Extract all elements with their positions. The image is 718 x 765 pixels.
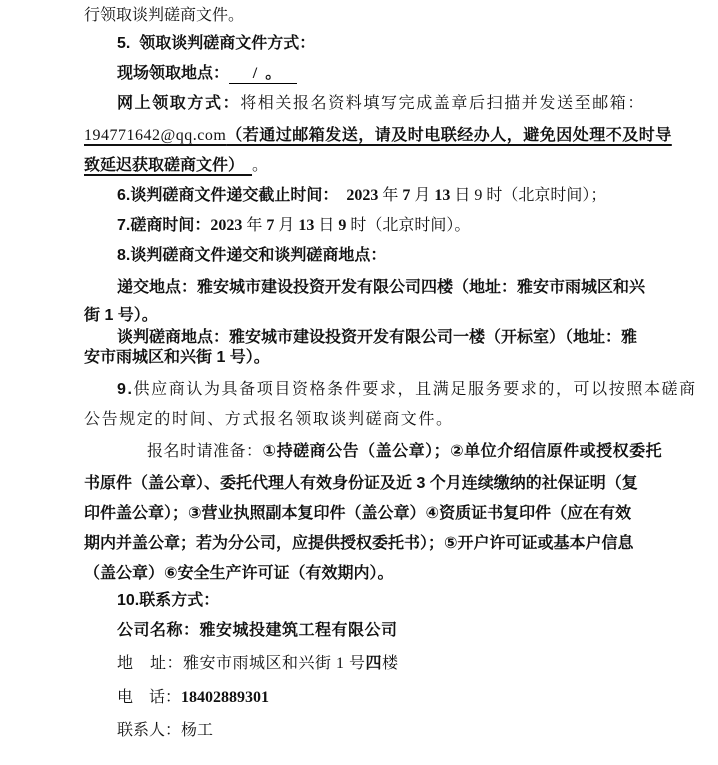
text-run: 7.磋商时间： bbox=[117, 217, 211, 234]
text-run: 递交地点：雅安城市建设投资开发有限公司四楼（地址：雅安市雨城区和兴 bbox=[117, 279, 646, 296]
text-line bbox=[117, 33, 315, 55]
text-run: 9 bbox=[338, 217, 347, 234]
blank-field: / 。 bbox=[229, 65, 297, 84]
text-run: 电 话： bbox=[117, 689, 182, 706]
text-line bbox=[84, 533, 634, 555]
text-run: 印件盖公章）；③营业执照副本复印件（盖公章）④资质证书复印件（应在有效 bbox=[84, 505, 632, 522]
text-run: 联系人：杨工 bbox=[117, 722, 214, 739]
text-run: 四 bbox=[365, 655, 383, 672]
text-line bbox=[117, 185, 606, 207]
text-line bbox=[84, 5, 244, 27]
text-run: 日 bbox=[314, 217, 339, 234]
text-line bbox=[117, 327, 637, 349]
text-run: 公司名称：雅安城投建筑工程有限公司 bbox=[117, 622, 398, 639]
text-run: 9. bbox=[117, 381, 134, 398]
text-run: 街 1 号）。 bbox=[84, 307, 158, 324]
text-run: 公告规定的时间、方式报名领取谈判磋商文件。 bbox=[84, 411, 454, 428]
text-line bbox=[117, 720, 213, 742]
text-line bbox=[84, 155, 268, 177]
text-run: 楼 bbox=[382, 655, 399, 672]
text-run: 报名时请准备： bbox=[147, 443, 263, 460]
text-line bbox=[147, 441, 662, 463]
text-line bbox=[117, 653, 399, 675]
text-line bbox=[117, 687, 269, 709]
text-run: （若通过邮箱发送，请及时电联经办人，避免因处理不及时导 bbox=[226, 127, 672, 144]
text-run: 地 址：雅安市雨城区和兴街 1 号 bbox=[117, 655, 366, 672]
text-run: 书原件（盖公章）、委托代理人有效身份证及近 3 个月连续缴纳的社保证明（复 bbox=[84, 475, 638, 492]
text-line bbox=[84, 503, 631, 525]
text-run: 7 bbox=[402, 187, 411, 204]
text-run: 5. 领取谈判磋商文件方式： bbox=[117, 35, 316, 52]
text-run: 安市雨城区和兴街 1 号）。 bbox=[84, 349, 270, 366]
text-line bbox=[84, 305, 158, 327]
text-run: 年 bbox=[242, 217, 267, 234]
text-run: 期内并盖公章；若为分公司，应提供授权委托书）；⑤开户许可证或基本户信息 bbox=[84, 535, 634, 552]
text-line bbox=[84, 563, 394, 585]
text-line bbox=[84, 125, 672, 147]
text-line bbox=[117, 277, 645, 299]
text-run: 行领取谈判磋商文件。 bbox=[84, 7, 245, 24]
text-run: ①持磋商公告（盖公章）；②单位介绍信原件或授权委托 bbox=[262, 443, 663, 460]
text-run: 13 bbox=[298, 217, 315, 234]
text-line bbox=[84, 473, 638, 495]
text-run: 10.联系方式： bbox=[117, 592, 220, 609]
text-line bbox=[117, 620, 398, 642]
text-run: 2023 bbox=[210, 217, 243, 234]
text-line bbox=[117, 215, 470, 237]
text-run: 谈判磋商地点：雅安城市建设投资开发有限公司一楼（开标室）（地址：雅 bbox=[117, 329, 638, 346]
text-run: 供应商认为具备项目资格条件要求，且满足服务要求的，可以按照本磋商 bbox=[133, 381, 697, 398]
text-run: 13 bbox=[434, 187, 451, 204]
text-run: 时（北京时间）。 bbox=[346, 217, 471, 234]
text-line bbox=[117, 590, 219, 612]
text-run: 。 bbox=[252, 157, 269, 174]
email-text: 194771642@qq.com bbox=[84, 127, 227, 144]
text-line bbox=[84, 409, 454, 431]
text-line bbox=[117, 93, 645, 115]
text-run: 8.谈判磋商文件递交和谈判磋商地点： bbox=[117, 247, 387, 264]
text-line bbox=[117, 63, 297, 85]
text-run: 月 bbox=[274, 217, 299, 234]
text-run: 现场领取地点： bbox=[117, 65, 230, 82]
text-line bbox=[117, 379, 697, 401]
text-run: 18402889301 bbox=[181, 689, 270, 706]
text-run: 6.谈判磋商文件递交截止时间： bbox=[117, 187, 339, 204]
text-run: 日 9 时（北京时间）； bbox=[450, 187, 607, 204]
text-run: 月 bbox=[410, 187, 435, 204]
text-run: 致延迟获取磋商文件） bbox=[84, 157, 253, 174]
text-line bbox=[117, 245, 386, 267]
text-run: 7 bbox=[266, 217, 275, 234]
text-run: 将相关报名资料填写完成盖章后扫描并发送至邮箱： bbox=[240, 95, 646, 112]
text-run: 年 bbox=[378, 187, 403, 204]
text-run: （盖公章）⑥安全生产许可证（有效期内）。 bbox=[84, 565, 394, 582]
text-run: 网上领取方式： bbox=[117, 95, 241, 112]
text-line bbox=[84, 347, 270, 369]
text-run: 2023 bbox=[338, 187, 379, 204]
